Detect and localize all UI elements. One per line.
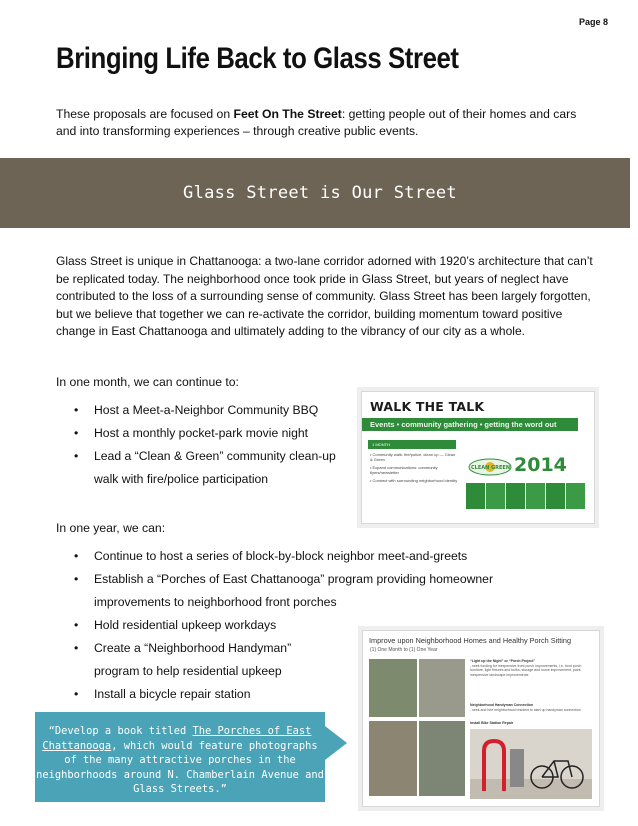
book-title: The Porches of East Chattanooga xyxy=(42,725,312,752)
list-item xyxy=(56,422,356,445)
icon-tile xyxy=(526,483,546,509)
list-item-continuation: improvements to neighborhood front porches xyxy=(94,595,337,609)
list-item-text: Hold residential upkeep workdays xyxy=(94,618,277,632)
intro-paragraph xyxy=(56,106,596,140)
quote-text xyxy=(35,724,325,797)
list-item-text: • Lead a “Clean & Green” community clean-up xyxy=(94,449,336,463)
page-number: Page 8 xyxy=(578,17,608,27)
one-month-lead: In one month, we can continue to: xyxy=(56,375,239,389)
figure-heading: WALK THE TALK xyxy=(370,399,485,414)
note-title: Neighborhood Handyman Connection xyxy=(470,703,533,707)
figure-icon-strip xyxy=(466,483,586,509)
list-item-text: Continue to host a series of block-by-block neighbor meet-and-greets xyxy=(94,549,468,563)
figure-note xyxy=(470,703,592,712)
note-title: Install Bike Station Repair xyxy=(470,721,514,725)
list-item xyxy=(56,445,356,491)
icon-tile xyxy=(566,483,586,509)
section-banner xyxy=(0,158,630,228)
month-label: 1 MONTH xyxy=(368,440,456,449)
porch-photo xyxy=(369,721,417,796)
note-title: “Light up the Night” or “Porch Project” xyxy=(470,659,536,663)
body-paragraph: Glass Street is unique in Chattanooga: a two-lane corridor adorned with 1920’s architecture that can’t be replicated today. The neighborhood once took pride in Glass Street, but years of neglect have contributed to the loss of a surrounding sense of community. Glass Street has been largely forgotten, but we believe that together we can re-activate the corridor, building momentum toward positive change in East Chattanooga and ultimately adding to the vibrancy of our city as a whole. xyxy=(56,254,593,339)
list-item-continuation: walk with fire/police participation xyxy=(94,472,269,486)
figure-item: • Community walk: fire/police, clean up — Clean & Green xyxy=(370,452,456,462)
icon-tile xyxy=(486,483,506,509)
note-body: - seek funding for inexpensive front porch improvements, i.e. front porch furniture, light fixtures and bulbs, storage and home improvement, paint, inexpensive landscape improvements xyxy=(470,663,582,677)
figure-note xyxy=(470,721,592,726)
one-month-list xyxy=(56,399,356,491)
banner-title: Glass Street is Our Street xyxy=(183,183,457,203)
tricycle-photo xyxy=(419,721,465,796)
clean-green-logo xyxy=(468,458,512,476)
page-title: Bringing Life Back to Glass Street xyxy=(56,42,459,75)
list-item-text: Host a Meet-a-Neighbor Community BBQ xyxy=(94,403,319,417)
bike-station-photo xyxy=(470,729,592,799)
quote-line1: “Develop a book titled xyxy=(48,725,193,737)
list-item xyxy=(56,545,526,568)
icon-tile xyxy=(466,483,486,509)
quote-callout xyxy=(35,712,325,802)
porch-photo xyxy=(369,659,417,717)
figure-item: • Expand communications: community flyers/newsletter xyxy=(370,465,438,475)
list-item xyxy=(56,568,526,614)
figure-heading: Improve upon Neighborhood Homes and Healthy Porch Sitting xyxy=(369,636,571,645)
list-item-text: Host a monthly pocket-park movie night xyxy=(94,426,309,440)
one-year-lead: In one year, we can: xyxy=(56,521,166,535)
figure-item: • Connect with surrounding neighborhood identity xyxy=(370,478,458,483)
intro-suffix: : getting people out of their homes and cars and into transforming experiences – through creative public events. xyxy=(56,107,577,138)
list-item-text: Install a bicycle repair station xyxy=(94,687,251,701)
figure-note xyxy=(470,659,592,677)
list-item-text: • Create a “Neighborhood Handyman” xyxy=(94,641,292,655)
neighborhood-homes-figure xyxy=(362,630,600,807)
intro-emphasis: Feet On The Street xyxy=(233,107,342,121)
intro-prefix: These proposals are focused on xyxy=(56,107,234,121)
icon-tile xyxy=(546,483,566,509)
icon-tile xyxy=(506,483,526,509)
quote-line2: , which would feature photographs of the many attractive porches in the neighborhoods around N. Chamberlain Avenue and Glass Streets.” xyxy=(36,739,324,796)
figure-year: 2014 xyxy=(514,454,567,476)
list-item-text: • Establish a “Porches of East Chattanooga” program providing homeowner xyxy=(94,572,494,586)
porch-photo xyxy=(419,659,465,717)
list-item-continuation: program to help residential upkeep xyxy=(94,664,282,678)
logo-text: CLEAN GREEN xyxy=(471,465,511,471)
figure-subheading: (1) One Month to (1) One Year xyxy=(370,647,438,653)
walk-the-talk-figure xyxy=(361,391,595,524)
figure-month-list xyxy=(368,440,458,483)
figure-band: Events • community gathering • getting the word out xyxy=(362,418,578,431)
note-body: - seek and hire neighborhood resident to start up handyman connection xyxy=(470,707,581,712)
list-item xyxy=(56,399,356,422)
